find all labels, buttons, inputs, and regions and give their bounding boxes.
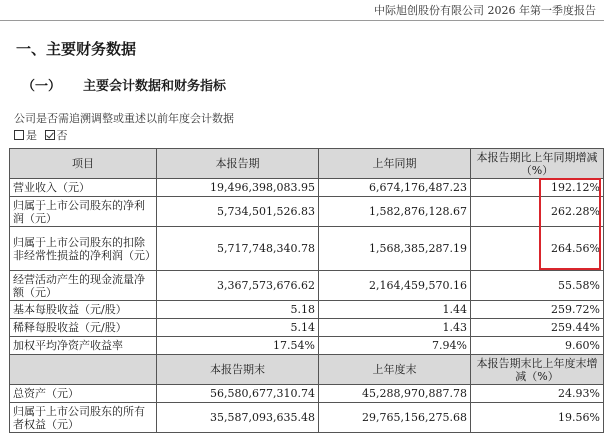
table-row — [10, 385, 604, 403]
row-change: 259.72% — [471, 301, 604, 319]
table-row — [10, 337, 604, 355]
row-current: 5.14 — [157, 319, 319, 337]
row-label: 归属于上市公司股东的净利润（元） — [10, 197, 157, 227]
row-label: 经营活动产生的现金流量净额（元） — [10, 271, 157, 301]
row-current: 17.54% — [157, 337, 319, 355]
table-row — [10, 227, 604, 271]
header-item-2 — [10, 355, 157, 385]
row-change: 55.58% — [471, 271, 604, 301]
table-row — [10, 271, 604, 301]
row-current: 19,496,398,083.95 — [157, 179, 319, 197]
row-label: 稀释每股收益（元/股） — [10, 319, 157, 337]
row-prior: 1.43 — [319, 319, 471, 337]
page-header: 中际旭创股份有限公司 2026 年第一季度报告 — [374, 4, 596, 17]
row-change: 264.56% — [471, 227, 604, 271]
header-year-end: 上年度末 — [319, 355, 471, 385]
row-current: 3,367,573,676.62 — [157, 271, 319, 301]
row-change: 9.60% — [471, 337, 604, 355]
table-row — [10, 197, 604, 227]
table-header-row-2 — [10, 355, 604, 385]
row-label: 总资产（元） — [10, 385, 157, 403]
header-change: 本报告期比上年同期增减（%） — [471, 149, 604, 179]
row-label: 营业收入（元） — [10, 179, 157, 197]
table-row — [10, 403, 604, 433]
yes-checkbox-icon — [14, 130, 24, 140]
row-change: 262.28% — [471, 197, 604, 227]
header-period-end: 本报告期末 — [157, 355, 319, 385]
section-title: 一、主要财务数据 — [16, 40, 137, 58]
row-prior: 6,674,176,487.23 — [319, 179, 471, 197]
highlight-box — [539, 178, 601, 270]
header-current: 本报告期 — [157, 149, 319, 179]
row-prior: 1,568,385,287.19 — [319, 227, 471, 271]
row-prior: 2,164,459,570.16 — [319, 271, 471, 301]
header-prior: 上年同期 — [319, 149, 471, 179]
row-label: 加权平均净资产收益率 — [10, 337, 157, 355]
header-change-2: 本报告期末比上年度末增减（%） — [471, 355, 604, 385]
no-checkbox-checked-icon — [45, 130, 55, 140]
row-current: 5,734,501,526.83 — [157, 197, 319, 227]
row-change: 19.56% — [471, 403, 604, 433]
row-current: 35,587,093,635.48 — [157, 403, 319, 433]
row-prior: 1.44 — [319, 301, 471, 319]
row-prior: 45,288,970,887.78 — [319, 385, 471, 403]
table-header-row — [10, 149, 604, 179]
row-change: 24.93% — [471, 385, 604, 403]
restate-choice — [14, 127, 68, 143]
row-prior: 7.94% — [319, 337, 471, 355]
row-label: 归属于上市公司股东的扣除非经常性损益的净利润（元） — [10, 227, 157, 271]
table-row — [10, 319, 604, 337]
row-change: 192.12% — [471, 179, 604, 197]
row-prior: 1,582,876,128.67 — [319, 197, 471, 227]
row-prior: 29,765,156,275.68 — [319, 403, 471, 433]
row-change: 259.44% — [471, 319, 604, 337]
table-row — [10, 179, 604, 197]
row-current: 5,717,748,340.78 — [157, 227, 319, 271]
row-current: 5.18 — [157, 301, 319, 319]
row-current: 56,580,677,310.74 — [157, 385, 319, 403]
row-label: 归属于上市公司股东的所有者权益（元） — [10, 403, 157, 433]
subsection-title — [22, 75, 226, 94]
no-label: 否 — [56, 129, 68, 142]
table-row — [10, 301, 604, 319]
row-label: 基本每股收益（元/股） — [10, 301, 157, 319]
yes-label: 是 — [26, 129, 37, 142]
header-item: 项目 — [10, 149, 157, 179]
financial-table — [9, 148, 604, 433]
subsection-label: 主要会计数据和财务指标 — [83, 79, 227, 94]
subsection-number: （一） — [22, 79, 62, 94]
restate-note: 公司是否需追溯调整或重述以前年度会计数据 — [14, 112, 234, 125]
